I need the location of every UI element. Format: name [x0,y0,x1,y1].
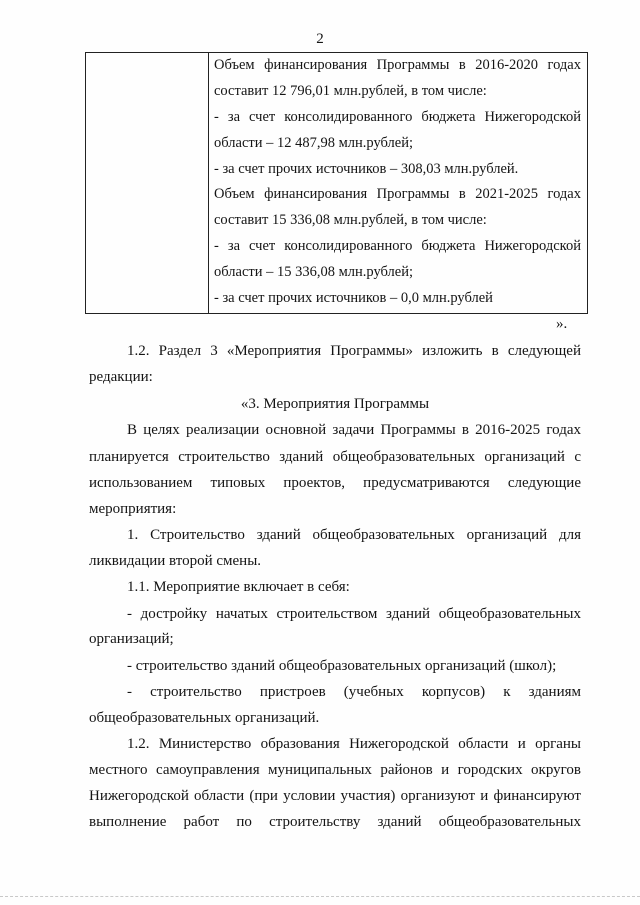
paragraph-line: общеобразовательных организаций. [89,710,320,726]
table-line: области – 15 336,08 млн.рублей; [214,264,413,280]
table-line: - за счет консолидированного бюджета Нижегородской [214,238,581,254]
paragraph-line: организаций; [89,631,174,647]
paragraph-line: мероприятия: [89,501,177,517]
section-heading: «3. Мероприятия Программы [240,396,430,412]
paragraph-line: выполнение работ по строительству зданий общеобразовательных [89,814,581,830]
table-line: составит 12 796,01 млн.рублей, в том числе: [214,83,487,99]
paragraph-line: Нижегородской области (при условии участия) организуют и финансируют [89,788,581,804]
paragraph-line: 1.2. Раздел 3 «Мероприятия Программы» изложить в следующей [127,343,581,359]
table-line: - за счет консолидированного бюджета Нижегородской [214,109,581,125]
paragraph-line: планируется строительство зданий общеобразовательных организаций с [89,449,581,465]
paragraph-line: местного самоуправления муниципальных районов и городских округов [89,762,581,778]
closing-quote: ». [556,316,568,332]
paragraph-line: ликвидации второй смены. [89,553,262,569]
scan-edge-line [0,896,640,897]
table-line: составит 15 336,08 млн.рублей, в том числе: [214,212,487,228]
paragraph-line: - достройку начатых строительством зданий общеобразовательных [127,606,581,622]
paragraph-line: редакции: [89,369,153,385]
table-line: Объем финансирования Программы в 2021-2025 годах [214,186,581,202]
table-line: Объем финансирования Программы в 2016-2020 годах [214,57,581,73]
page-number: 2 [316,31,324,47]
paragraph-line: - строительство зданий общеобразовательных организаций (школ); [127,658,557,674]
table-line: области – 12 487,98 млн.рублей; [214,135,413,151]
paragraph-line: - строительство пристроев (учебных корпусов) к зданиям [127,684,581,700]
paragraph-line: В целях реализации основной задачи Программы в 2016-2025 годах [127,422,581,438]
table-line: - за счет прочих источников – 0,0 млн.рублей [214,290,493,306]
paragraph-line: 1. Строительство зданий общеобразовательных организаций для [127,527,581,543]
paragraph-line: 1.2. Министерство образования Нижегородской области и органы [127,736,581,752]
financing-table [85,52,588,314]
paragraph-line: использованием типовых проектов, предусматриваются следующие [89,475,581,491]
table-line: - за счет прочих источников – 308,03 млн.рублей. [214,161,519,177]
paragraph-line: 1.1. Мероприятие включает в себя: [127,579,350,595]
table-left-cell [86,53,209,313]
